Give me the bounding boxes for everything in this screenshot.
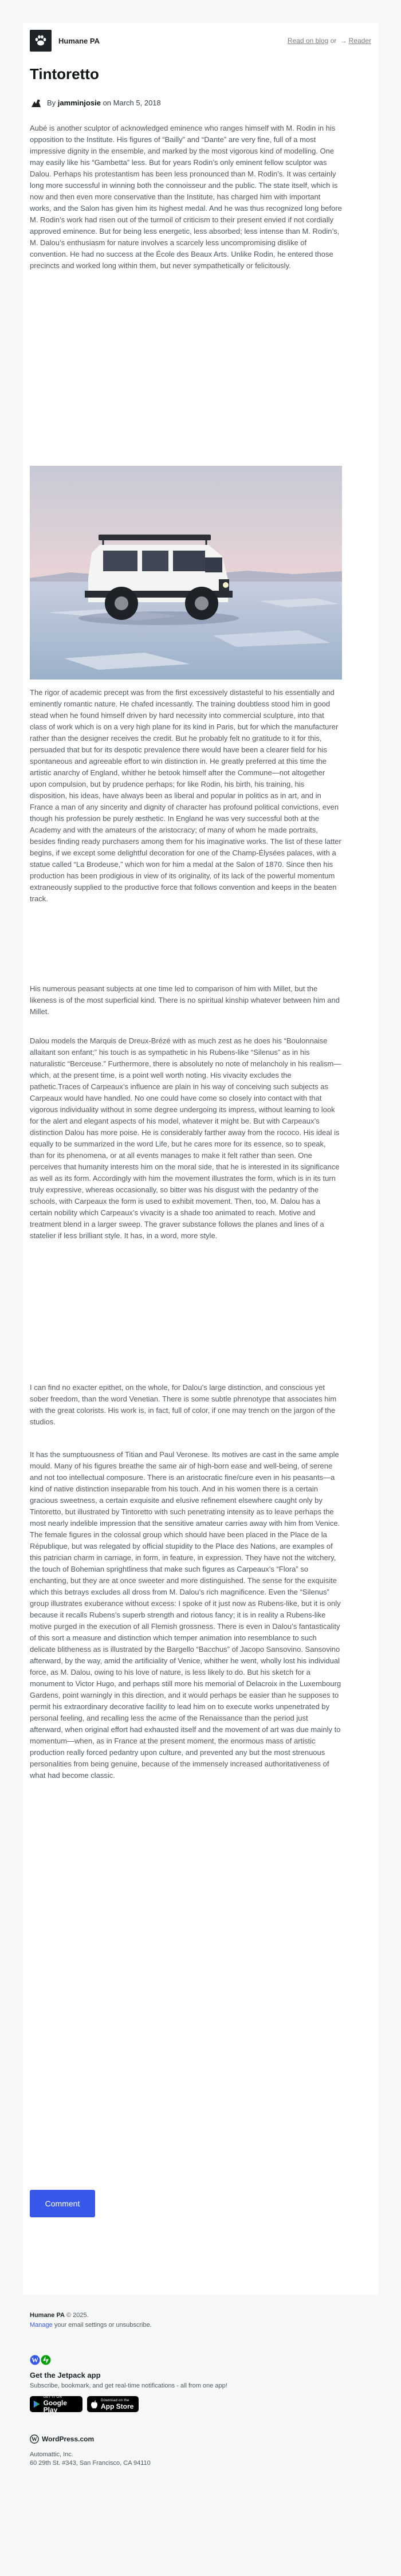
- post-title[interactable]: Tintoretto: [30, 65, 99, 83]
- company-address: 60 29th St. #343, San Francisco, CA 94110: [30, 2460, 151, 2467]
- company-name: Automattic, Inc.: [30, 2451, 73, 2458]
- google-play-badge[interactable]: [30, 2396, 82, 2412]
- google-play-small: GET IT ON: [43, 2395, 62, 2399]
- email-header: [30, 30, 371, 52]
- manage-settings-link[interactable]: Manage: [30, 2322, 53, 2328]
- post-date: March 5, 2018: [113, 98, 161, 107]
- post-paragraph-1: Aubé is another sculptor of acknowledged eminence who ranges himself with M. Rodin in his opposition to the Institute. His figures of “Bailly” and “Dante” are very fine, full of a most impressive dignity in the ensemble, and marked by the most vigorous kind of modelling. One may easily like his “Gambetta” less. But for years Rodin’s only eminent fellow sculptor was Dalou. Perhaps his protestantism has been less pronounced than M. Rodin’s. It was certainly long more successful in winning both the connoisseur and the public. The state itself, which is now and then even more conservative than the Institute, has charged him with important works, and the Salon has given him its highest medal. And he was thus recognized long before M. Rodin’s work had risen out of the turmoil of criticism to their present envied if not cordially approved eminence. But for being less energetic, less absorbed; less intense than M. Rodin’s, M. Dalou’s enthusiasm for nature involves a scarcely less uncompromising dislike of convention. He had no success at the École des Beaux Arts. Unlike Rodin, he entered those precincts and worked long within them, but never sympathetically or felicitously.: [30, 124, 342, 270]
- comment-button[interactable]: Comment: [30, 2190, 95, 2217]
- author-name[interactable]: jamminjosie: [57, 98, 101, 107]
- app-store-small: Download on the: [101, 2398, 129, 2402]
- or-text: or: [330, 37, 337, 45]
- post-hero-image: [30, 466, 342, 680]
- google-play-icon: [33, 2400, 41, 2409]
- post-paragraph-2: The rigor of academic precept was from the first excessively distasteful to his essentially and eminently romantic nature. He chafed incessantly. The training doubtless stood him in good stead when he found himself driven by hard necessity into commercial sculpture, into that class of work which is on a very high plane for its kind in Paris, but for which the manufacturer rather than the designer receives the credit. But he probably felt no gratitude to it for this, persuaded that but for its despotic prevalence there would have been a clearer field for his spontaneous and agreeable effort to win distinction in. He greatly preferred at this time the artistic anarchy of England, whither he betook himself after the Commune—not altogether upon compulsion, but by prudence perhaps; for like Rodin, his birth, his training, his disposition, his ideas, have always been as liberal and popular in politics as in art, and in France a man of any sincerity and dignity of character has profound political convictions, even though his profession be purely æsthetic. In England he was very successful both at the Academy and with the amateurs of the aristocracy; of many of whom he made portraits, besides finding ready purchasers among them for his imaginative works. The list of these latter begins, if we except some delightful decoration for one of the Champ-Élysées palaces, with a statue called “La Brodeuse,” which won for him a medal at the Salon of 1870. Since then his production has been prodigious in view of its originality, of its lack of the powerful momentum extraneously supplied to the productive force that follows convention and keeps in the beaten track.: [30, 688, 341, 903]
- arrow-icon: →: [340, 37, 347, 45]
- byline-by: By: [47, 98, 56, 107]
- read-on-blog-link[interactable]: Read on blog: [287, 37, 329, 45]
- footer-copyright: © 2025.: [66, 2312, 89, 2319]
- post-paragraph-3: His numerous peasant subjects at one time led to comparison of him with Millet, but the likeness is of the most superficial kind. There is no spiritual kinship whatever between him and Millet.: [30, 984, 340, 1016]
- footer-site-line: [30, 2312, 89, 2319]
- post-paragraph-6: It has the sumptuousness of Titian and Paul Veronese. Its motives are cast in the same ample mould. Many of his figures breathe the same air of high-born ease and well-being, of serene and not too intellectual composure. There is an aristocratic fine/cure even in his peasants—a kind of native distinction inseparable from his touch. And in his women there is a certain gracious sweetness, a certain exquisite and elusive refinement elsewhere caught only by Tintoretto, but illustrated by Tintoretto with such penetrating intensity as to leave perhaps the most nearly indelible impression that the sensitive amateur carries away with him from Venice. The female figures in the colossal group which should have been placed in the Place de la République, but was relegated by official stupidity to the Place des Nations, are examples of this patrician charm in carriage, in form, in feature, in expression. They have not the witchery, the touch of Bohemian sprightliness that make such figures as Carpeaux’s “Flora” so enchanting, but they are at once sweeter and more distinguished. The sense for the exquisite which this betrays excludes all dross from M. Dalou’s rich magnificence. Even the “Silenus” group illustrates exuberance without excess: I spoke of it just now as Rubens-like, but it is only because it recalls Rubens’s superb strength and riotous fancy; it is in reality a Rubens-like motive purged in the execution of all Flemish grossness. There is even in Dalou’s fantasticality of this sort a measure and distinction which temper animation into resemblance to such delicate blitheness as is illustrated by the Bargello “Bacchus” of Jacopo Sansovino. Sansovino afterward, by the way, amid the artificiality of Venice, whither he went, wholly lost his individual force, as M. Dalou, owing to his love of nature, is less likely to do. But his sketch for a monument to Victor Hugo, and perhaps still more his memorial of Delacroix in the Luxembourg Gardens, point warningly in this direction, and it would perhaps be easier than he supposes to permit his extraordinary decorative facility to lead him on to execute works unpenetrated by personal feeling, and recalling less the acme of the Renaissance than the period just afterward, when original effort had exhausted itself and the movement of art was due mainly to momentum—when, as in France at the present moment, the enormous mass of artistic production really forced pedantry upon culture, and prevented any but the most strenuous personalities from being genuine, because of the immensely increased authoritativeness of what had become classic.: [30, 1450, 341, 1780]
- app-logos: [30, 2355, 53, 2365]
- google-play-big: Google Play: [43, 2398, 67, 2414]
- author-avatar-icon[interactable]: [30, 96, 42, 109]
- svg-text:W: W: [32, 2356, 38, 2364]
- svg-text:W: W: [32, 2436, 37, 2443]
- post-paragraph-4: Dalou models the Marquis de Dreux-Brézé with as much zest as he does his “Boulonnaise allaitant son enfant;” his touch is as sympathetic in his Rubens-like “Silenus” as in his naturalistic “Berceuse.” Furthermore, there is absolutely no note of melancholy in his realism—which, at the present time, is a point well worth noting. His vivacity excludes the pathetic.Traces of Carpeaux’s influence are plain in his way of conceiving such subjects as Carpeaux would have handled. No one could have come so closely into contact with that vigorous individuality without in some degree undergoing its impress, without learning to look for the alert and elegant aspects of his model, whatever it might be. But with Carpeaux’s distinction Dalou has more poise. He is considerably farther away from the rococo. His ideal is equally to be summarized in the word Life, but he cares more for its essence, so to speak, than for its phenomena, or at all events manages to make it felt rather than seen. One perceives that humanity interests him on the moral side, that he is interested in its significance as well as its form. Accordingly with him the movement illustrates the form, which is in its turn truly expressive, whereas occasionally, so bitter was his disgust with the pedantry of the schools, with Carpeaux the form is used to exhibit movement. Then, too, M. Dalou has a certain nobility which Carpeaux’s vivacity is a shade too animated to reach. Motive and treatment blend in a larger sweep. The graver substance follows the planes and lines of a statelier if less brilliant style. It has, in a word, more style.: [30, 1036, 341, 1240]
- app-promo-subtitle: Subscribe, bookmark, and get real-time notifications - all from one app!: [30, 2382, 227, 2389]
- header-links: [288, 37, 371, 45]
- site-name[interactable]: Humane PA: [58, 36, 100, 45]
- post-paragraph-5: I can find no exacter epithet, on the whole, for Dalou’s large distinction, and conscious yet sober freedom, than the word Venetian. There is some subtle phrenotype that associates him with the great colorists. His work is, in fact, full of color, if one may trench on the jargon of the studios.: [30, 1383, 337, 1426]
- app-promo-title: Get the Jetpack app: [30, 2371, 101, 2379]
- wordpress-logo-icon: [30, 2355, 40, 2365]
- app-store-badge[interactable]: [87, 2396, 139, 2412]
- footer-site-name: Humane PA: [30, 2312, 65, 2319]
- footer-manage-line: [30, 2322, 152, 2328]
- apple-icon: [91, 2400, 98, 2409]
- site-logo-icon: [33, 33, 49, 49]
- byline-on: on: [103, 98, 112, 107]
- wordpress-brand-icon: [30, 2434, 39, 2444]
- wordpress-brand[interactable]: [30, 2434, 94, 2444]
- byline: [30, 96, 161, 109]
- reader-link[interactable]: Reader: [348, 37, 371, 45]
- app-store-big: App Store: [101, 2402, 134, 2410]
- jetpack-logo-icon: [41, 2355, 51, 2365]
- site-logo[interactable]: [30, 30, 52, 52]
- wordpress-brand-text: WordPress.com: [42, 2435, 95, 2443]
- manage-settings-text: your email settings or unsubscribe.: [54, 2322, 152, 2328]
